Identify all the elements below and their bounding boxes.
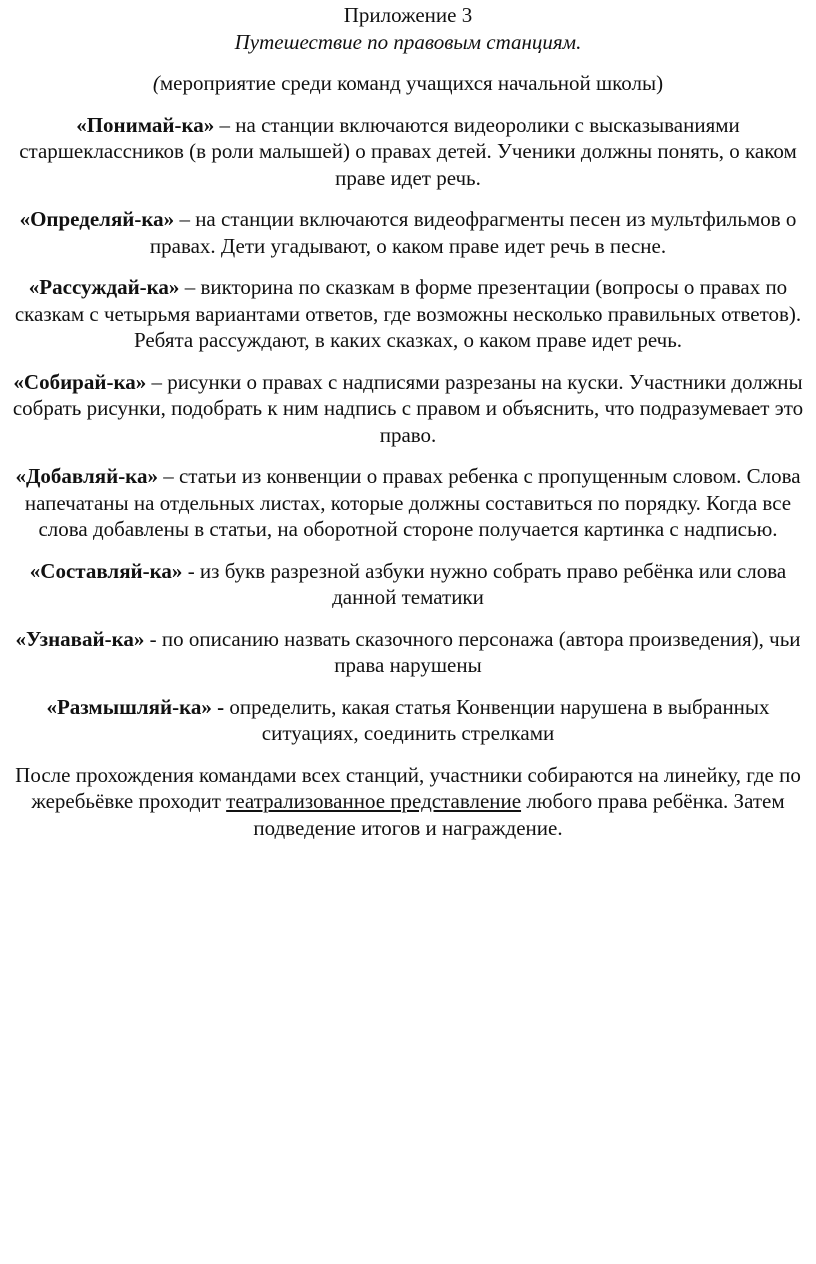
subtitle-paren: ( <box>152 71 160 95</box>
closing-paragraph <box>6 762 810 842</box>
subtitle-text: мероприятие среди команд учащихся начальной школы) <box>159 71 664 95</box>
station-description: определить, какая статья Конвенции нарушена в выбранных ситуациях, соединить стрелками <box>224 694 770 745</box>
station-name: «Рассуждай-ка» <box>28 275 180 299</box>
station-name: «Узнавай-ка» <box>15 626 145 651</box>
station-paragraph-sostavlyay-ka <box>6 558 810 611</box>
closing-underlined-text: театрализованное представление <box>226 789 522 813</box>
station-paragraph-rassuzhday-ka <box>6 274 810 354</box>
station-name: «Составляй-ка» <box>29 558 183 583</box>
closing-text-after: любого права ребёнка. Затем подведение итогов и награждение. <box>253 789 785 840</box>
station-name: «Добавляй-ка» <box>15 464 158 488</box>
station-paragraph-opredelyay-ka <box>6 206 810 259</box>
station-name: «Размышляй-ка» - <box>46 694 225 719</box>
station-paragraph-razmyshlyay-ka <box>6 694 810 747</box>
document-title: Путешествие по правовым станциям. <box>234 29 582 54</box>
station-paragraph-dobavlyay-ka <box>6 463 810 543</box>
document-page <box>0 2 816 1264</box>
document-subtitle <box>6 70 810 97</box>
closing-text-before: После прохождения командами всех станций, участники собираются на линейку, где по жеребьёвке проходит <box>15 762 801 813</box>
station-description: – на станции включаются видеоролики с высказываниями старшеклассников (в роли малышей) о правах детей. Ученики должны понять, о каком праве идет речь. <box>19 112 797 190</box>
station-paragraph-sobiray-ka <box>6 369 810 449</box>
station-paragraph-uznavay-ka <box>6 626 810 679</box>
station-description: – на станции включаются видеофрагменты песен из мультфильмов о правах. Дети угадывают, о каком праве идет речь в песне. <box>149 207 797 258</box>
station-description: - из букв разрезной азбуки нужно собрать право ребёнка или слова данной тематики <box>182 558 787 609</box>
station-paragraph-ponimay-ka <box>6 112 810 192</box>
station-description: – викторина по сказкам в форме презентации (вопросы о правах по сказкам с четырьмя вариантами ответов, где возможны несколько правильных ответов). Ребята рассуждают, в каких сказках, о каком праве идет речь. <box>14 275 802 352</box>
station-name: «Понимай-ка» <box>76 112 215 137</box>
station-description: - по описанию назвать сказочного персонажа (автора произведения), чьи права нарушены <box>144 626 801 677</box>
station-name: «Определяй-ка» <box>19 207 175 231</box>
station-description: – рисунки о правах с надписями разрезаны на куски. Участники должны собрать рисунки, подобрать к ним надпись с правом и объяснить, что подразумевает это право. <box>12 369 804 447</box>
station-name: «Собирай-ка» <box>13 369 147 394</box>
station-description: – статьи из конвенции о правах ребенка с пропущенным словом. Слова напечатаны на отдельных листах, которые должны составиться по порядку. Когда все слова добавлены в статьи, на оборотной стороне получается картинка с надписью. <box>24 464 801 541</box>
appendix-label: Приложение 3 <box>343 3 473 27</box>
